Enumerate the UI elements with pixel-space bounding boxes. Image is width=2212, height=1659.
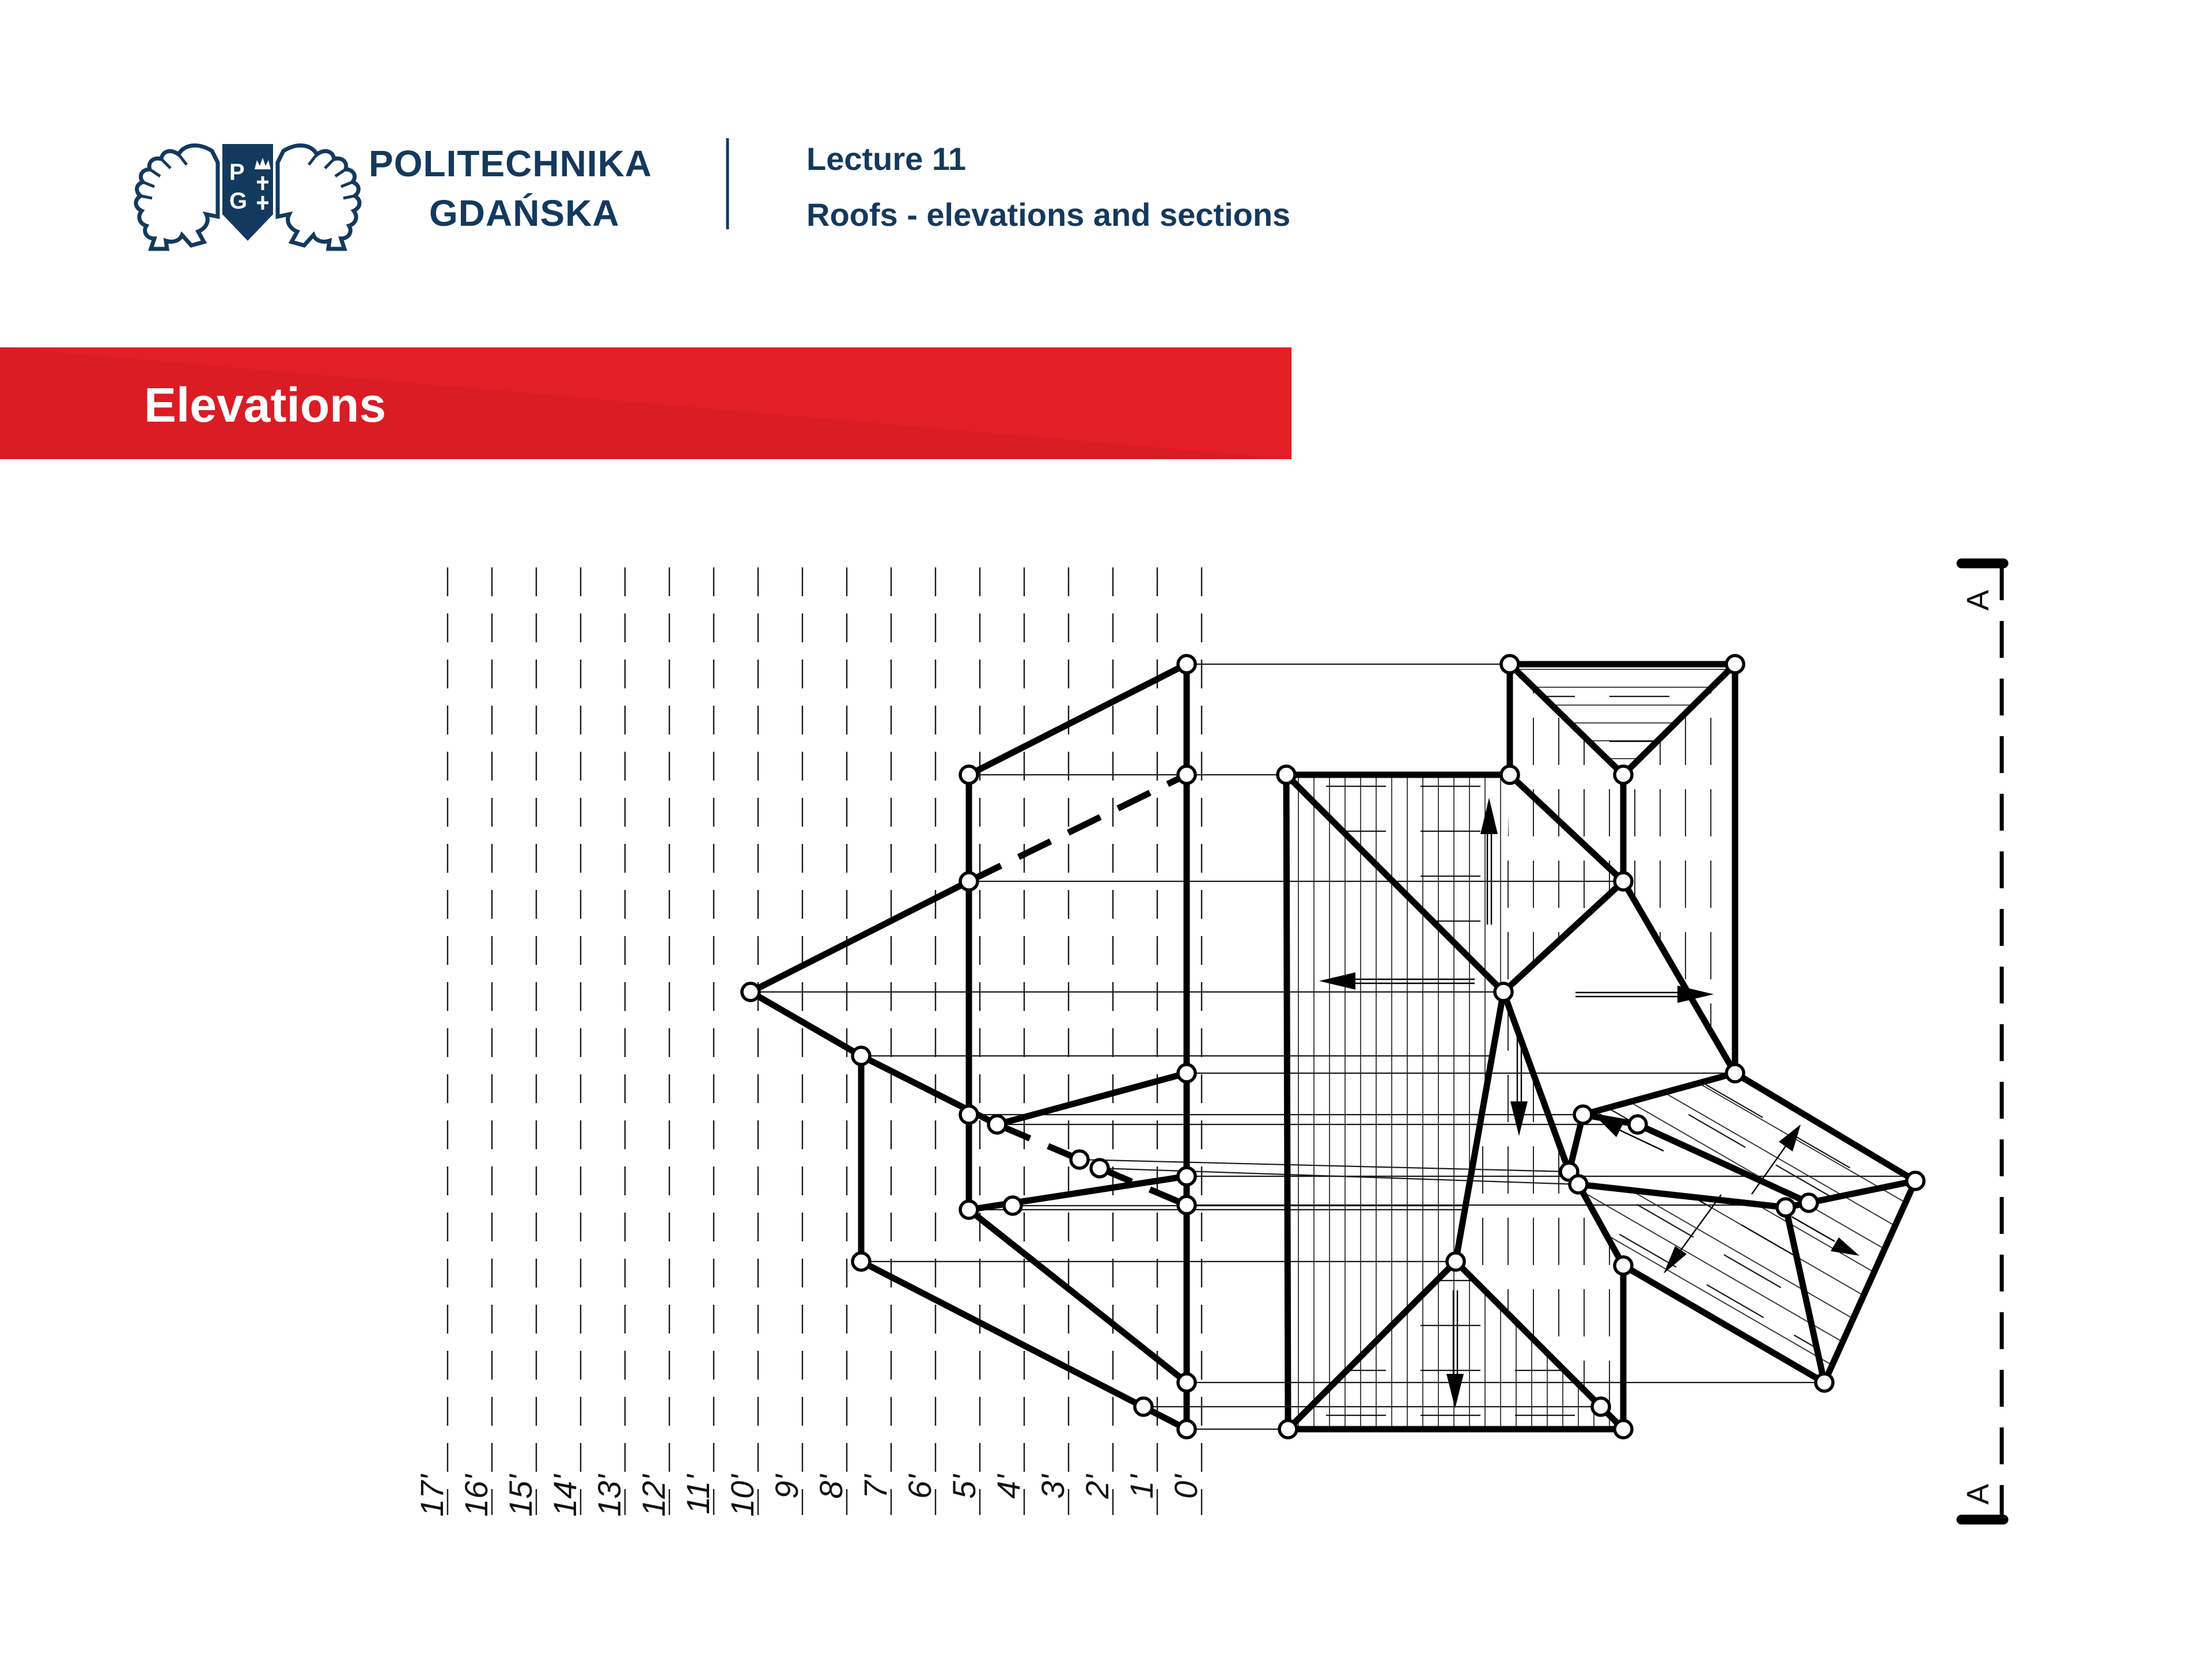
university-name-line1: POLITECHNIKA	[369, 143, 652, 184]
lion-right-icon	[278, 146, 359, 249]
section-banner	[0, 347, 1291, 459]
section-label-bottom: A	[1961, 1483, 1995, 1505]
roof-plan-hatching	[1286, 664, 1915, 1429]
shield-icon	[222, 144, 273, 241]
grid-label: 6'	[902, 1475, 938, 1499]
grid-labels	[414, 1474, 1204, 1517]
section-line-A	[1961, 563, 2003, 1520]
pg-logo	[136, 143, 652, 249]
grid-label: 1'	[1123, 1475, 1160, 1499]
grid-label: 3'	[1035, 1475, 1071, 1499]
grid-projection-lines	[448, 567, 1202, 1515]
grid-label: 4'	[990, 1475, 1027, 1499]
grid-label: 5'	[946, 1475, 982, 1499]
grid-label: 10'	[724, 1475, 760, 1517]
university-name-line2: GDAŃSKA	[429, 192, 620, 234]
grid-label: 11'	[680, 1475, 716, 1514]
grid-label: 13'	[591, 1475, 627, 1517]
grid-label: 0'	[1168, 1475, 1204, 1499]
lecture-number: Lecture 11	[806, 141, 967, 177]
shield-letter-p: P	[229, 160, 245, 185]
grid-label: 16'	[458, 1475, 494, 1517]
grid-label: 17'	[414, 1475, 450, 1517]
lion-left-icon	[136, 146, 218, 249]
lecture-subtitle: Roofs - elevations and sections	[806, 196, 1291, 233]
grid-label: 12'	[635, 1475, 672, 1517]
grid-label: 2'	[1079, 1475, 1115, 1499]
grid-label: 8'	[813, 1475, 849, 1499]
banner-title: Elevations	[144, 378, 387, 432]
section-label-top: A	[1961, 589, 1995, 611]
grid-label: 9'	[768, 1475, 805, 1499]
shield-letter-g: G	[229, 188, 248, 214]
header	[136, 138, 1290, 249]
grid-label: 7'	[857, 1475, 893, 1499]
grid-label: 14'	[547, 1475, 583, 1517]
grid-label: 15'	[502, 1475, 539, 1517]
